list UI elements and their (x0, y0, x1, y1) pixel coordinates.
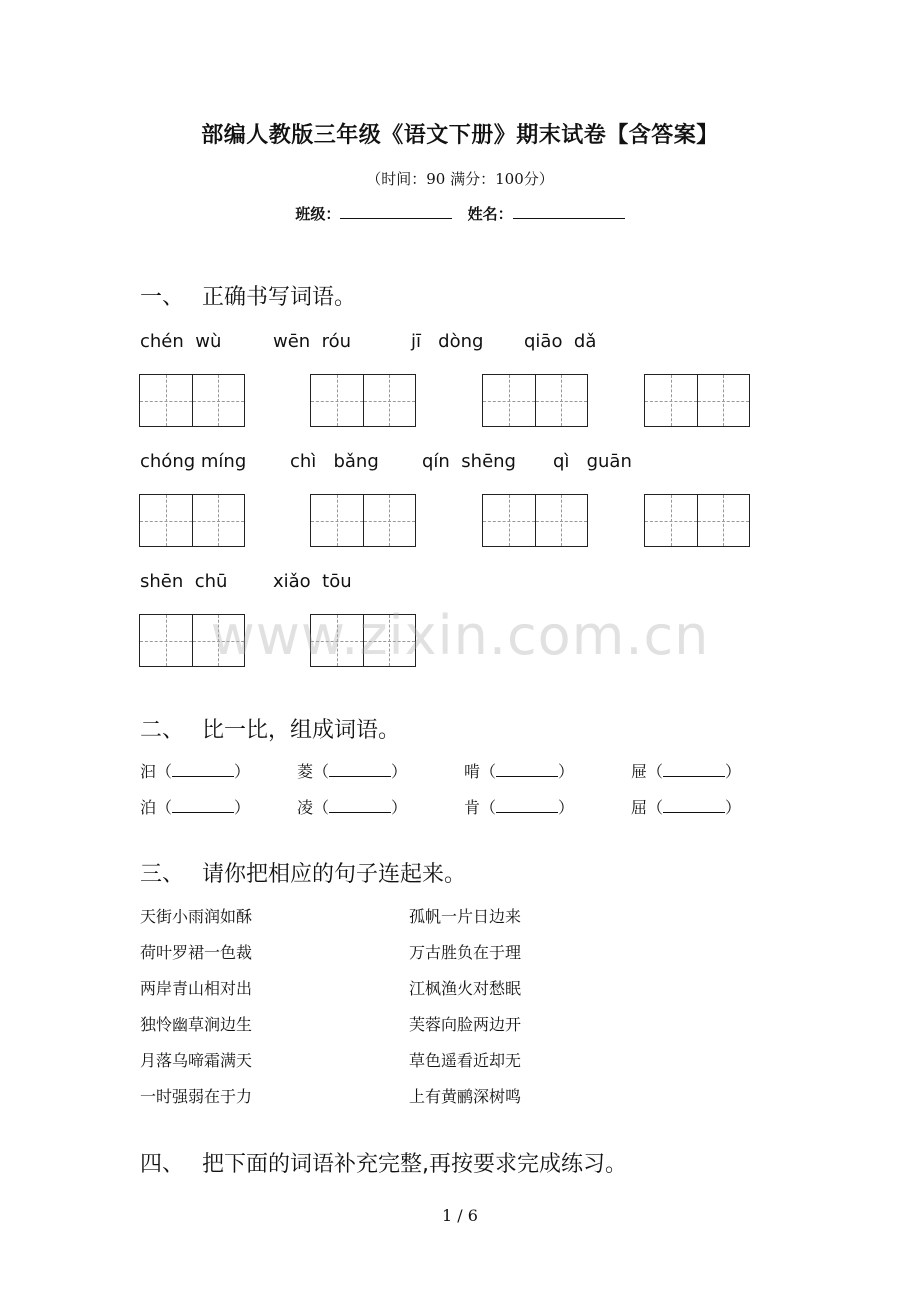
pinyin-label: chén wù (140, 331, 222, 352)
answer-blank[interactable] (172, 800, 234, 813)
compare-item: 汩（ ） (140, 762, 251, 781)
poem-line-right[interactable]: 江枫渔火对愁眠 (409, 979, 522, 998)
pinyin-label: chì bǎng (290, 451, 379, 472)
compare-item: 啃（ ） (464, 762, 575, 781)
compare-item: 肯（ ） (464, 798, 575, 817)
writing-grid[interactable] (139, 494, 245, 547)
name-field[interactable] (513, 204, 625, 219)
compare-char: 菱 (297, 762, 314, 781)
writing-grid[interactable] (482, 494, 588, 547)
compare-char: 屈 (631, 798, 648, 817)
compare-char: 凌 (297, 798, 314, 817)
section-title: 请你把相应的句子连起来。 (202, 862, 467, 887)
pinyin-label: jī dòng (411, 331, 484, 352)
writing-grid[interactable] (139, 374, 245, 427)
pinyin-label: chóng míng (140, 451, 247, 472)
answer-blank[interactable] (496, 764, 558, 777)
poem-line-right[interactable]: 孤帆一片日边来 (409, 907, 522, 926)
answer-blank[interactable] (496, 800, 558, 813)
page-number: 1 / 6 (442, 1206, 478, 1225)
compare-char: 泊 (140, 798, 157, 817)
compare-char: 汩 (140, 762, 157, 781)
answer-blank[interactable] (663, 800, 725, 813)
poem-line-left[interactable]: 天街小雨润如酥 (140, 907, 253, 926)
section-title: 比一比，组成词语。 (202, 718, 401, 743)
compare-item: 菱（ ） (297, 762, 408, 781)
pinyin-label: wēn róu (273, 331, 352, 352)
student-info (0, 203, 920, 224)
compare-item: 屈（ ） (631, 798, 742, 817)
answer-blank[interactable] (329, 800, 391, 813)
section-1-heading (140, 280, 356, 311)
name-label: 姓名： (467, 205, 513, 223)
answer-blank[interactable] (329, 764, 391, 777)
section-number: 二、 (140, 718, 185, 743)
section-number: 四、 (140, 1152, 185, 1177)
writing-grid[interactable] (310, 374, 416, 427)
section-4-heading (140, 1147, 627, 1178)
class-field[interactable] (340, 204, 452, 219)
compare-item: 凌（ ） (297, 798, 408, 817)
compare-item: 泊（ ） (140, 798, 251, 817)
section-number: 三、 (140, 862, 185, 887)
writing-grid[interactable] (644, 374, 750, 427)
compare-char: 啃 (464, 762, 481, 781)
section-2-heading (140, 713, 400, 744)
section-3-heading (140, 857, 466, 888)
watermark: www.zixin.com.cn (210, 604, 710, 667)
section-number: 一、 (140, 285, 185, 310)
answer-blank[interactable] (172, 764, 234, 777)
writing-grid[interactable] (310, 494, 416, 547)
pinyin-label: qiāo dǎ (524, 331, 597, 352)
poem-line-left[interactable]: 一时强弱在于力 (140, 1087, 253, 1106)
poem-line-left[interactable]: 独怜幽草涧边生 (140, 1015, 253, 1034)
page-title: 部编人教版三年级《语文下册》期末试卷【含答案】 (201, 123, 719, 148)
pinyin-label: xiǎo tōu (273, 571, 352, 592)
answer-blank[interactable] (663, 764, 725, 777)
poem-line-right[interactable]: 芙蓉向脸两边开 (409, 1015, 522, 1034)
compare-char: 屉 (631, 762, 648, 781)
poem-line-left[interactable]: 月落乌啼霜满天 (140, 1051, 253, 1070)
pinyin-label: qín shēng (422, 451, 516, 472)
exam-subtitle: （时间：90 满分：100分） (366, 170, 554, 188)
section-title: 把下面的词语补充完整,再按要求完成练习。 (202, 1152, 627, 1177)
section-title: 正确书写词语。 (202, 285, 357, 310)
writing-grid[interactable] (482, 374, 588, 427)
pinyin-label: qì guān (553, 451, 632, 472)
pinyin-label: shēn chū (140, 571, 228, 592)
compare-char: 肯 (464, 798, 481, 817)
poem-line-right[interactable]: 草色遥看近却无 (409, 1051, 522, 1070)
writing-grid[interactable] (644, 494, 750, 547)
compare-item: 屉（ ） (631, 762, 742, 781)
class-label: 班级： (295, 205, 341, 223)
poem-line-right[interactable]: 万古胜负在于理 (409, 943, 522, 962)
poem-line-left[interactable]: 两岸青山相对出 (140, 979, 253, 998)
poem-line-left[interactable]: 荷叶罗裙一色裁 (140, 943, 253, 962)
poem-line-right[interactable]: 上有黄鹂深树鸣 (409, 1087, 522, 1106)
